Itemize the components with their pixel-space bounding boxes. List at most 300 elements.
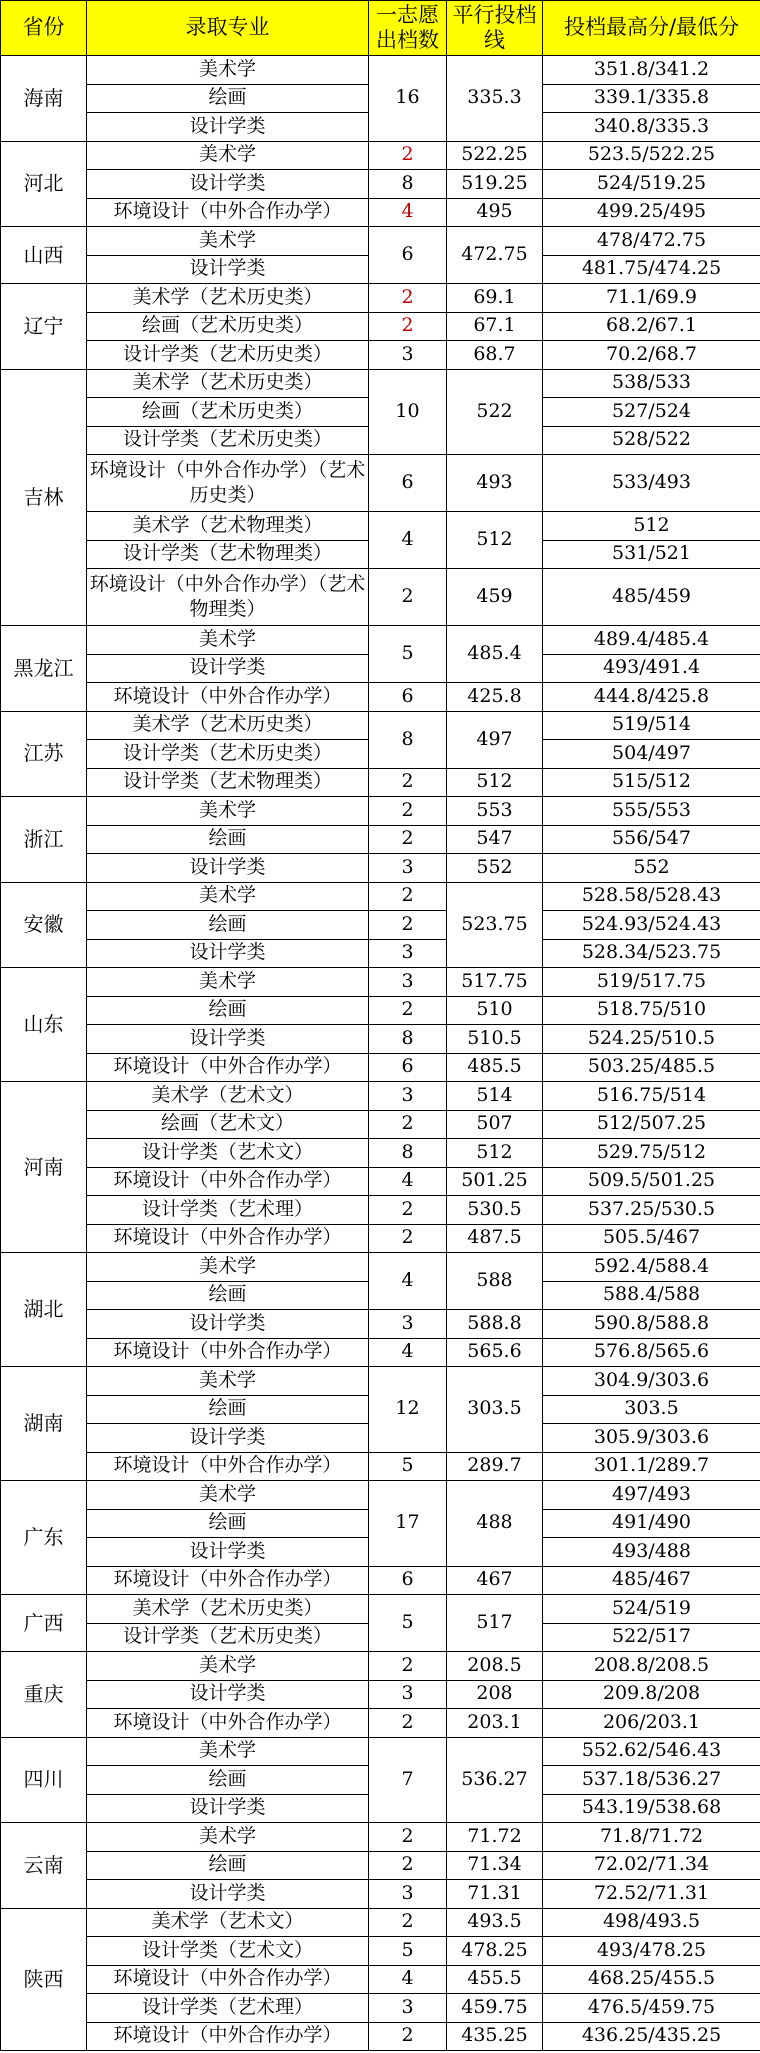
major-cell: 美术学	[87, 227, 369, 256]
parallel-line-cell: 512	[447, 768, 543, 797]
header-province: 省份	[1, 1, 87, 56]
province-cell: 辽宁	[1, 284, 87, 370]
first-choice-count-cell: 2	[369, 911, 447, 940]
parallel-line-cell: 289.7	[447, 1452, 543, 1481]
major-cell: 美术学（艺术历史类）	[87, 284, 369, 313]
first-choice-count-cell: 2	[369, 569, 447, 626]
first-choice-count-cell: 2	[369, 797, 447, 826]
score-range-cell: 206/203.1	[543, 1709, 760, 1738]
province-cell: 江苏	[1, 711, 87, 797]
major-cell: 环境设计（中外合作办学）	[87, 2022, 369, 2051]
parallel-line-cell: 495	[447, 198, 543, 227]
major-cell: 环境设计（中外合作办学）	[87, 1167, 369, 1196]
major-cell: 美术学	[87, 882, 369, 911]
parallel-line-cell: 547	[447, 825, 543, 854]
province-cell: 河南	[1, 1082, 87, 1253]
table-row	[1, 968, 760, 997]
header-score-range: 投档最高分/最低分	[543, 1, 760, 56]
score-range-cell: 303.5	[543, 1395, 760, 1424]
major-cell: 美术学（艺术历史类）	[87, 1595, 369, 1624]
first-choice-count-cell: 8	[369, 1139, 447, 1168]
table-row	[1, 1737, 760, 1766]
table-row	[1, 227, 760, 256]
major-cell: 美术学（艺术文）	[87, 1908, 369, 1937]
first-choice-count-cell: 6	[369, 1566, 447, 1595]
major-cell: 设计学类	[87, 1025, 369, 1054]
first-choice-count-cell: 2	[369, 312, 447, 341]
major-cell: 美术学	[87, 968, 369, 997]
major-cell: 绘画	[87, 825, 369, 854]
table-row	[1, 854, 760, 883]
score-range-cell: 516.75/514	[543, 1082, 760, 1111]
first-choice-count-cell: 3	[369, 1680, 447, 1709]
parallel-line-cell: 497	[447, 711, 543, 768]
parallel-line-cell: 530.5	[447, 1196, 543, 1225]
table-row	[1, 996, 760, 1025]
major-cell: 绘画（艺术历史类）	[87, 398, 369, 427]
table-row	[1, 141, 760, 170]
major-cell: 设计学类（艺术理）	[87, 1994, 369, 2023]
score-range-cell: 340.8/335.3	[543, 113, 760, 142]
table-row	[1, 1709, 760, 1738]
major-cell: 设计学类（艺术历史类）	[87, 341, 369, 370]
parallel-line-cell: 69.1	[447, 284, 543, 313]
table-row	[1, 1851, 760, 1880]
parallel-line-cell: 522	[447, 369, 543, 455]
table-row	[1, 2022, 760, 2051]
parallel-line-cell: 517.75	[447, 968, 543, 997]
table-row	[1, 1082, 760, 1111]
score-range-cell: 468.25/455.5	[543, 1965, 760, 1994]
table-row	[1, 341, 760, 370]
major-cell: 绘画	[87, 911, 369, 940]
first-choice-count-cell: 4	[369, 512, 447, 569]
score-range-cell: 528/522	[543, 426, 760, 455]
major-cell: 环境设计（中外合作办学）（艺术物理类）	[87, 569, 369, 626]
header-parallel-line: 平行投档线	[447, 1, 543, 56]
major-cell: 设计学类（艺术物理类）	[87, 540, 369, 569]
major-cell: 设计学类	[87, 1880, 369, 1909]
score-range-cell: 504/497	[543, 740, 760, 769]
first-choice-count-cell: 5	[369, 1937, 447, 1966]
major-cell: 环境设计（中外合作办学）	[87, 1224, 369, 1253]
parallel-line-cell: 552	[447, 854, 543, 883]
parallel-line-cell: 459.75	[447, 1994, 543, 2023]
score-range-cell: 552	[543, 854, 760, 883]
parallel-line-cell: 553	[447, 797, 543, 826]
table-row	[1, 455, 760, 484]
first-choice-count-cell: 3	[369, 1994, 447, 2023]
table-row	[1, 198, 760, 227]
major-cell: 绘画	[87, 1766, 369, 1795]
major-cell: 设计学类	[87, 1680, 369, 1709]
first-choice-count-cell: 2	[369, 1196, 447, 1225]
major-cell: 美术学	[87, 1253, 369, 1282]
parallel-line-cell: 588	[447, 1253, 543, 1310]
major-cell: 美术学（艺术文）	[87, 1082, 369, 1111]
table-row	[1, 1823, 760, 1852]
score-range-cell: 512	[543, 512, 760, 541]
first-choice-count-cell: 2	[369, 1110, 447, 1139]
province-cell: 山西	[1, 227, 87, 284]
score-range-cell: 70.2/68.7	[543, 341, 760, 370]
score-range-cell: 497/493	[543, 1481, 760, 1510]
score-range-cell: 72.02/71.34	[543, 1851, 760, 1880]
score-range-cell: 301.1/289.7	[543, 1452, 760, 1481]
major-cell: 设计学类	[87, 1310, 369, 1339]
score-range-cell: 519/517.75	[543, 968, 760, 997]
province-cell: 安徽	[1, 882, 87, 968]
province-cell: 黑龙江	[1, 626, 87, 712]
parallel-line-cell: 501.25	[447, 1167, 543, 1196]
province-cell: 广东	[1, 1481, 87, 1595]
province-cell: 四川	[1, 1737, 87, 1823]
first-choice-count-cell: 2	[369, 768, 447, 797]
province-cell: 重庆	[1, 1652, 87, 1738]
major-cell: 设计学类	[87, 1794, 369, 1823]
score-range-cell: 524.93/524.43	[543, 911, 760, 940]
parallel-line-cell: 425.8	[447, 683, 543, 712]
score-range-cell: 505.5/467	[543, 1224, 760, 1253]
score-range-cell: 533/493	[543, 455, 760, 512]
major-cell: 设计学类（艺术文）	[87, 1937, 369, 1966]
province-cell: 浙江	[1, 797, 87, 883]
score-range-cell: 503.25/485.5	[543, 1053, 760, 1082]
parallel-line-cell: 493.5	[447, 1908, 543, 1937]
parallel-line-cell: 478.25	[447, 1937, 543, 1966]
first-choice-count-cell: 6	[369, 227, 447, 284]
first-choice-count-cell: 2	[369, 1851, 447, 1880]
table-row	[1, 911, 760, 940]
first-choice-count-cell: 2	[369, 1709, 447, 1738]
score-range-cell: 489.4/485.4	[543, 626, 760, 655]
score-range-cell: 478/472.75	[543, 227, 760, 256]
parallel-line-cell: 485.4	[447, 626, 543, 683]
table-row	[1, 1253, 760, 1282]
major-cell: 美术学	[87, 626, 369, 655]
first-choice-count-cell: 3	[369, 939, 447, 968]
score-range-cell: 208.8/208.5	[543, 1652, 760, 1681]
parallel-line-cell: 208	[447, 1680, 543, 1709]
parallel-line-cell: 565.6	[447, 1338, 543, 1367]
first-choice-count-cell: 16	[369, 56, 447, 142]
major-cell: 设计学类	[87, 939, 369, 968]
first-choice-count-cell: 5	[369, 1452, 447, 1481]
parallel-line-cell: 512	[447, 1139, 543, 1168]
parallel-line-cell: 71.31	[447, 1880, 543, 1909]
major-cell: 美术学	[87, 1367, 369, 1396]
major-cell: 环境设计（中外合作办学）	[87, 198, 369, 227]
score-range-cell: 339.1/335.8	[543, 84, 760, 113]
score-range-cell: 529.75/512	[543, 1139, 760, 1168]
first-choice-count-cell: 2	[369, 141, 447, 170]
score-range-cell: 556/547	[543, 825, 760, 854]
score-range-cell: 71.1/69.9	[543, 284, 760, 313]
parallel-line-cell: 71.34	[447, 1851, 543, 1880]
score-range-cell: 523.5/522.25	[543, 141, 760, 170]
province-cell: 湖南	[1, 1367, 87, 1481]
major-cell: 美术学（艺术历史类）	[87, 711, 369, 740]
score-range-cell: 444.8/425.8	[543, 683, 760, 712]
province-cell: 吉林	[1, 369, 87, 626]
province-cell: 云南	[1, 1823, 87, 1909]
parallel-line-cell: 467	[447, 1566, 543, 1595]
major-cell: 环境设计（中外合作办学）	[87, 683, 369, 712]
table-row	[1, 312, 760, 341]
table-row	[1, 797, 760, 826]
table-row	[1, 170, 760, 199]
major-cell: 美术学	[87, 1823, 369, 1852]
parallel-line-cell: 71.72	[447, 1823, 543, 1852]
parallel-line-cell: 68.7	[447, 341, 543, 370]
score-range-cell: 524/519	[543, 1595, 760, 1624]
table-row	[1, 1595, 760, 1624]
score-range-cell: 524.25/510.5	[543, 1025, 760, 1054]
major-cell: 绘画	[87, 1509, 369, 1538]
score-range-cell: 528.58/528.43	[543, 882, 760, 911]
parallel-line-cell: 335.3	[447, 56, 543, 142]
score-range-cell: 527/524	[543, 398, 760, 427]
major-cell: 美术学	[87, 797, 369, 826]
major-cell: 绘画（艺术文）	[87, 1110, 369, 1139]
score-range-cell: 519/514	[543, 711, 760, 740]
major-cell: 美术学	[87, 1737, 369, 1766]
table-row	[1, 1053, 760, 1082]
score-range-cell: 71.8/71.72	[543, 1823, 760, 1852]
table-row	[1, 369, 760, 398]
parallel-line-cell: 472.75	[447, 227, 543, 284]
table-row	[1, 1167, 760, 1196]
first-choice-count-cell: 3	[369, 854, 447, 883]
score-range-cell: 538/533	[543, 369, 760, 398]
major-cell: 环境设计（中外合作办学）	[87, 1338, 369, 1367]
province-cell: 河北	[1, 141, 87, 227]
parallel-line-cell: 488	[447, 1481, 543, 1567]
parallel-line-cell: 536.27	[447, 1737, 543, 1823]
first-choice-count-cell: 12	[369, 1367, 447, 1453]
major-cell: 设计学类（艺术历史类）	[87, 426, 369, 455]
table-row	[1, 1367, 760, 1396]
major-cell: 美术学	[87, 1652, 369, 1681]
parallel-line-cell: 588.8	[447, 1310, 543, 1339]
parallel-line-cell: 493	[447, 455, 543, 512]
score-range-cell: 499.25/495	[543, 198, 760, 227]
table-row	[1, 569, 760, 598]
table-row	[1, 1110, 760, 1139]
parallel-line-cell: 523.75	[447, 882, 543, 968]
first-choice-count-cell: 5	[369, 626, 447, 683]
table-row	[1, 1937, 760, 1966]
header-first-choice-count: 一志愿出档数	[369, 1, 447, 56]
major-cell: 美术学	[87, 1481, 369, 1510]
score-range-cell: 518.75/510	[543, 996, 760, 1025]
first-choice-count-cell: 4	[369, 1965, 447, 1994]
score-range-cell: 531/521	[543, 540, 760, 569]
first-choice-count-cell: 2	[369, 882, 447, 911]
table-body	[1, 56, 760, 2051]
province-cell: 广西	[1, 1595, 87, 1652]
table-row	[1, 1680, 760, 1709]
major-cell: 设计学类（艺术历史类）	[87, 740, 369, 769]
score-range-cell: 512/507.25	[543, 1110, 760, 1139]
parallel-line-cell: 507	[447, 1110, 543, 1139]
parallel-line-cell: 519.25	[447, 170, 543, 199]
parallel-line-cell: 487.5	[447, 1224, 543, 1253]
first-choice-count-cell: 8	[369, 711, 447, 768]
score-range-cell: 351.8/341.2	[543, 56, 760, 85]
first-choice-count-cell: 2	[369, 825, 447, 854]
score-range-cell: 590.8/588.8	[543, 1310, 760, 1339]
major-cell: 设计学类	[87, 1538, 369, 1567]
score-range-cell: 436.25/435.25	[543, 2022, 760, 2051]
major-cell: 设计学类（艺术理）	[87, 1196, 369, 1225]
table-row	[1, 683, 760, 712]
major-cell: 绘画	[87, 1851, 369, 1880]
score-range-cell: 537.18/536.27	[543, 1766, 760, 1795]
first-choice-count-cell: 6	[369, 1053, 447, 1082]
first-choice-count-cell: 6	[369, 455, 447, 512]
table-row	[1, 882, 760, 911]
major-cell: 环境设计（中外合作办学）	[87, 1965, 369, 1994]
score-range-cell: 537.25/530.5	[543, 1196, 760, 1225]
major-cell: 设计学类（艺术物理类）	[87, 768, 369, 797]
first-choice-count-cell: 3	[369, 1310, 447, 1339]
major-cell: 绘画（艺术历史类）	[87, 312, 369, 341]
table-row	[1, 1880, 760, 1909]
first-choice-count-cell: 4	[369, 1253, 447, 1310]
major-cell: 绘画	[87, 1281, 369, 1310]
table-row	[1, 626, 760, 655]
score-range-cell: 522/517	[543, 1623, 760, 1652]
province-cell: 陕西	[1, 1908, 87, 2051]
table-row	[1, 1994, 760, 2023]
first-choice-count-cell: 6	[369, 683, 447, 712]
score-range-cell: 509.5/501.25	[543, 1167, 760, 1196]
header-major: 录取专业	[87, 1, 369, 56]
parallel-line-cell: 203.1	[447, 1709, 543, 1738]
first-choice-count-cell: 4	[369, 1167, 447, 1196]
province-cell: 山东	[1, 968, 87, 1082]
table-row	[1, 284, 760, 313]
major-cell: 绘画	[87, 84, 369, 113]
table-row	[1, 1224, 760, 1253]
first-choice-count-cell: 2	[369, 284, 447, 313]
table-row	[1, 1196, 760, 1225]
score-range-cell: 481.75/474.25	[543, 255, 760, 284]
score-range-cell: 552.62/546.43	[543, 1737, 760, 1766]
major-cell: 绘画	[87, 996, 369, 1025]
major-cell: 设计学类	[87, 170, 369, 199]
major-cell: 设计学类	[87, 1424, 369, 1453]
major-cell: 美术学（艺术物理类）	[87, 512, 369, 541]
parallel-line-cell: 522.25	[447, 141, 543, 170]
score-range-cell: 493/478.25	[543, 1937, 760, 1966]
parallel-line-cell: 435.25	[447, 2022, 543, 2051]
table-row	[1, 768, 760, 797]
first-choice-count-cell: 17	[369, 1481, 447, 1567]
score-range-cell: 476.5/459.75	[543, 1994, 760, 2023]
score-range-cell: 493/488	[543, 1538, 760, 1567]
first-choice-count-cell: 2	[369, 1823, 447, 1852]
score-range-cell: 592.4/588.4	[543, 1253, 760, 1282]
table-row	[1, 512, 760, 541]
score-range-cell: 528.34/523.75	[543, 939, 760, 968]
major-cell: 环境设计（中外合作办学）	[87, 1053, 369, 1082]
table-row	[1, 939, 760, 968]
major-cell: 美术学	[87, 141, 369, 170]
major-cell: 环境设计（中外合作办学）	[87, 1452, 369, 1481]
table-row	[1, 1652, 760, 1681]
major-cell: 设计学类（艺术历史类）	[87, 1623, 369, 1652]
score-range-cell: 209.8/208	[543, 1680, 760, 1709]
score-range-cell: 485/467	[543, 1566, 760, 1595]
first-choice-count-cell: 10	[369, 369, 447, 455]
score-range-cell: 304.9/303.6	[543, 1367, 760, 1396]
major-cell: 美术学	[87, 56, 369, 85]
first-choice-count-cell: 3	[369, 1082, 447, 1111]
score-range-cell: 68.2/67.1	[543, 312, 760, 341]
score-range-cell: 588.4/588	[543, 1281, 760, 1310]
first-choice-count-cell: 3	[369, 968, 447, 997]
parallel-line-cell: 485.5	[447, 1053, 543, 1082]
table-row	[1, 825, 760, 854]
parallel-line-cell: 514	[447, 1082, 543, 1111]
parallel-line-cell: 208.5	[447, 1652, 543, 1681]
table-row	[1, 1310, 760, 1339]
score-range-cell: 498/493.5	[543, 1908, 760, 1937]
score-range-cell: 72.52/71.31	[543, 1880, 760, 1909]
score-range-cell: 576.8/565.6	[543, 1338, 760, 1367]
province-cell: 湖北	[1, 1253, 87, 1367]
first-choice-count-cell: 2	[369, 996, 447, 1025]
first-choice-count-cell: 2	[369, 1908, 447, 1937]
score-range-cell: 555/553	[543, 797, 760, 826]
table-row	[1, 1139, 760, 1168]
major-cell: 设计学类	[87, 654, 369, 683]
major-cell: 设计学类（艺术文）	[87, 1139, 369, 1168]
first-choice-count-cell: 2	[369, 1652, 447, 1681]
first-choice-count-cell: 7	[369, 1737, 447, 1823]
table-row	[1, 1965, 760, 1994]
parallel-line-cell: 455.5	[447, 1965, 543, 1994]
major-cell: 设计学类	[87, 854, 369, 883]
score-range-cell: 524/519.25	[543, 170, 760, 199]
major-cell: 美术学（艺术历史类）	[87, 369, 369, 398]
table-row	[1, 1566, 760, 1595]
major-cell: 绘画	[87, 1395, 369, 1424]
score-range-cell: 485/459	[543, 569, 760, 626]
score-range-cell: 515/512	[543, 768, 760, 797]
major-cell: 环境设计（中外合作办学）	[87, 1709, 369, 1738]
parallel-line-cell: 67.1	[447, 312, 543, 341]
table-row	[1, 711, 760, 740]
table-row	[1, 1908, 760, 1937]
parallel-line-cell: 512	[447, 512, 543, 569]
table-row	[1, 1338, 760, 1367]
first-choice-count-cell: 8	[369, 170, 447, 199]
province-cell: 海南	[1, 56, 87, 142]
parallel-line-cell: 303.5	[447, 1367, 543, 1453]
first-choice-count-cell: 5	[369, 1595, 447, 1652]
first-choice-count-cell: 2	[369, 2022, 447, 2051]
first-choice-count-cell: 2	[369, 1224, 447, 1253]
score-range-cell: 305.9/303.6	[543, 1424, 760, 1453]
parallel-line-cell: 510	[447, 996, 543, 1025]
major-cell: 环境设计（中外合作办学）（艺术历史类）	[87, 455, 369, 512]
parallel-line-cell: 517	[447, 1595, 543, 1652]
first-choice-count-cell: 4	[369, 198, 447, 227]
major-cell: 设计学类	[87, 255, 369, 284]
